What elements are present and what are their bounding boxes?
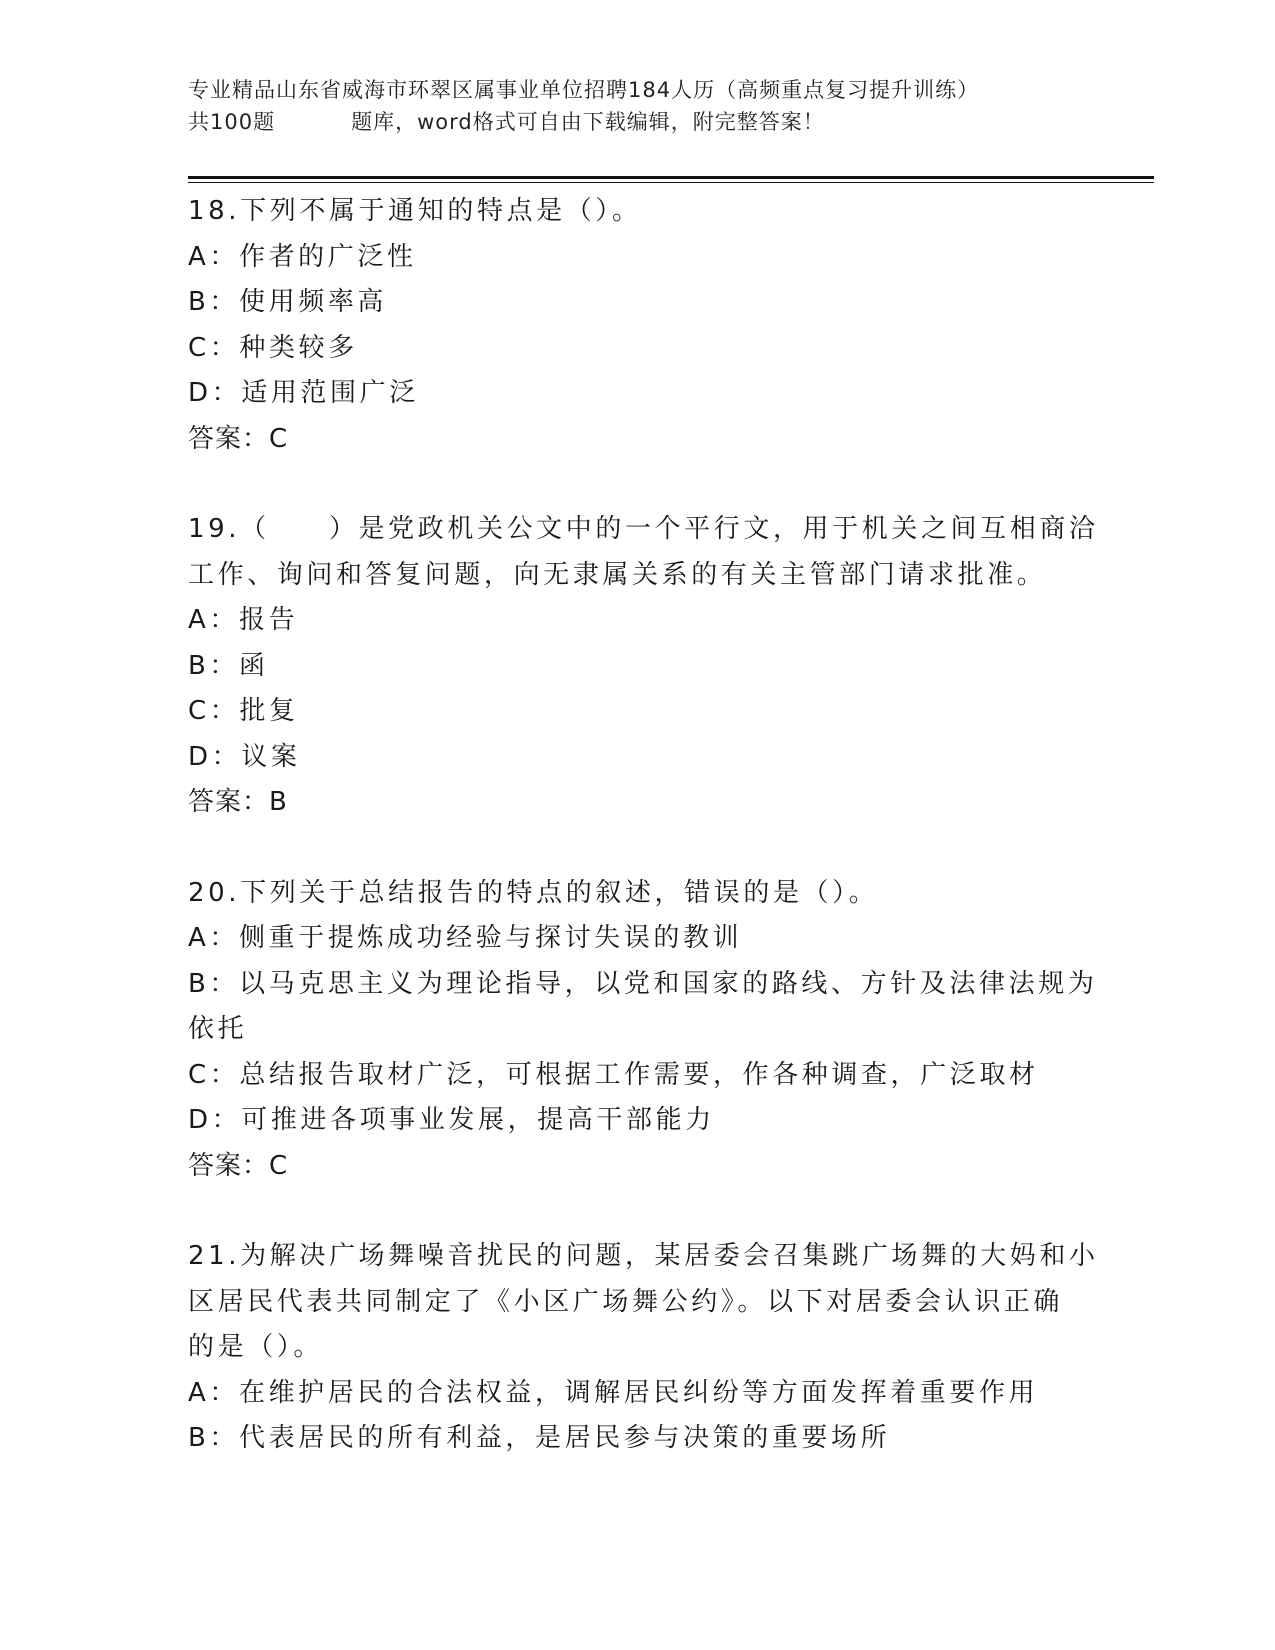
option-d: D：适用范围广泛 bbox=[188, 378, 419, 408]
answer-line: 答案：C bbox=[188, 423, 289, 454]
option-b: B：函 bbox=[188, 650, 269, 681]
document-header bbox=[188, 74, 1088, 138]
header-title-line: 专业精品山东省威海市环翠区属事业单位招聘184人历（高频重点复习提升训练） bbox=[188, 78, 980, 102]
answer-line: 答案：B bbox=[188, 787, 288, 817]
header-format-note: 题库，word格式可自由下载编辑，附完整答案！ bbox=[351, 110, 825, 134]
option-b: B：代表居民的所有利益，是居民参与决策的重要场所 bbox=[188, 1423, 891, 1453]
option-a: A：在维护居民的合法权益，调解居民纠纷等方面发挥着重要作用 bbox=[188, 1377, 1039, 1408]
option-a: A：报告 bbox=[188, 605, 299, 635]
question-item bbox=[188, 1234, 1099, 1462]
question-stem-continued: 区居民代表共同制定了《小区广场舞公约》。以下对居委会认识正确 bbox=[188, 1286, 1064, 1317]
question-stem: 21.为解决广场舞噪音扰民的问题，某居委会召集跳广场舞的大妈和小 bbox=[188, 1241, 1099, 1271]
header-question-count: 共100题 bbox=[188, 110, 276, 134]
answer-line: 答案：C bbox=[188, 1150, 289, 1181]
option-d: D：可推进各项事业发展，提高干部能力 bbox=[188, 1105, 715, 1135]
header-divider-thick bbox=[188, 176, 1154, 179]
question-stem: 19.（ ）是党政机关公文中的一个平行文，用于机关之间互相商洽 bbox=[188, 514, 1099, 544]
question-stem-continued: 的是（）。 bbox=[188, 1332, 324, 1362]
question-item bbox=[188, 871, 1098, 1190]
option-c: C：批复 bbox=[188, 696, 299, 726]
question-item bbox=[188, 507, 1099, 826]
question-stem: 18.下列不属于通知的特点是（）。 bbox=[188, 196, 642, 226]
question-stem-continued: 工作、询问和答复问题，向无隶属关系的有关主管部门请求批准。 bbox=[188, 559, 1047, 590]
option-d: D：议案 bbox=[188, 741, 301, 772]
option-b-continued: 依托 bbox=[188, 1014, 248, 1044]
option-a: A：侧重于提炼成功经验与探讨失误的教训 bbox=[188, 923, 743, 953]
option-a: A：作者的广泛性 bbox=[188, 241, 417, 272]
question-stem: 20.下列关于总结报告的特点的叙述，错误的是（）。 bbox=[188, 877, 879, 908]
question-list bbox=[188, 189, 1099, 1462]
option-c: C：种类较多 bbox=[188, 332, 358, 363]
option-b: B：以马克思主义为理论指导，以党和国家的路线、方针及法律法规为 bbox=[188, 968, 1098, 999]
option-c: C：总结报告取材广泛，可根据工作需要，作各种调查，广泛取材 bbox=[188, 1059, 1039, 1090]
header-subtitle-line bbox=[188, 106, 1088, 138]
question-item bbox=[188, 189, 1088, 462]
option-b: B：使用频率高 bbox=[188, 287, 388, 317]
header-divider-thin bbox=[188, 182, 1154, 183]
